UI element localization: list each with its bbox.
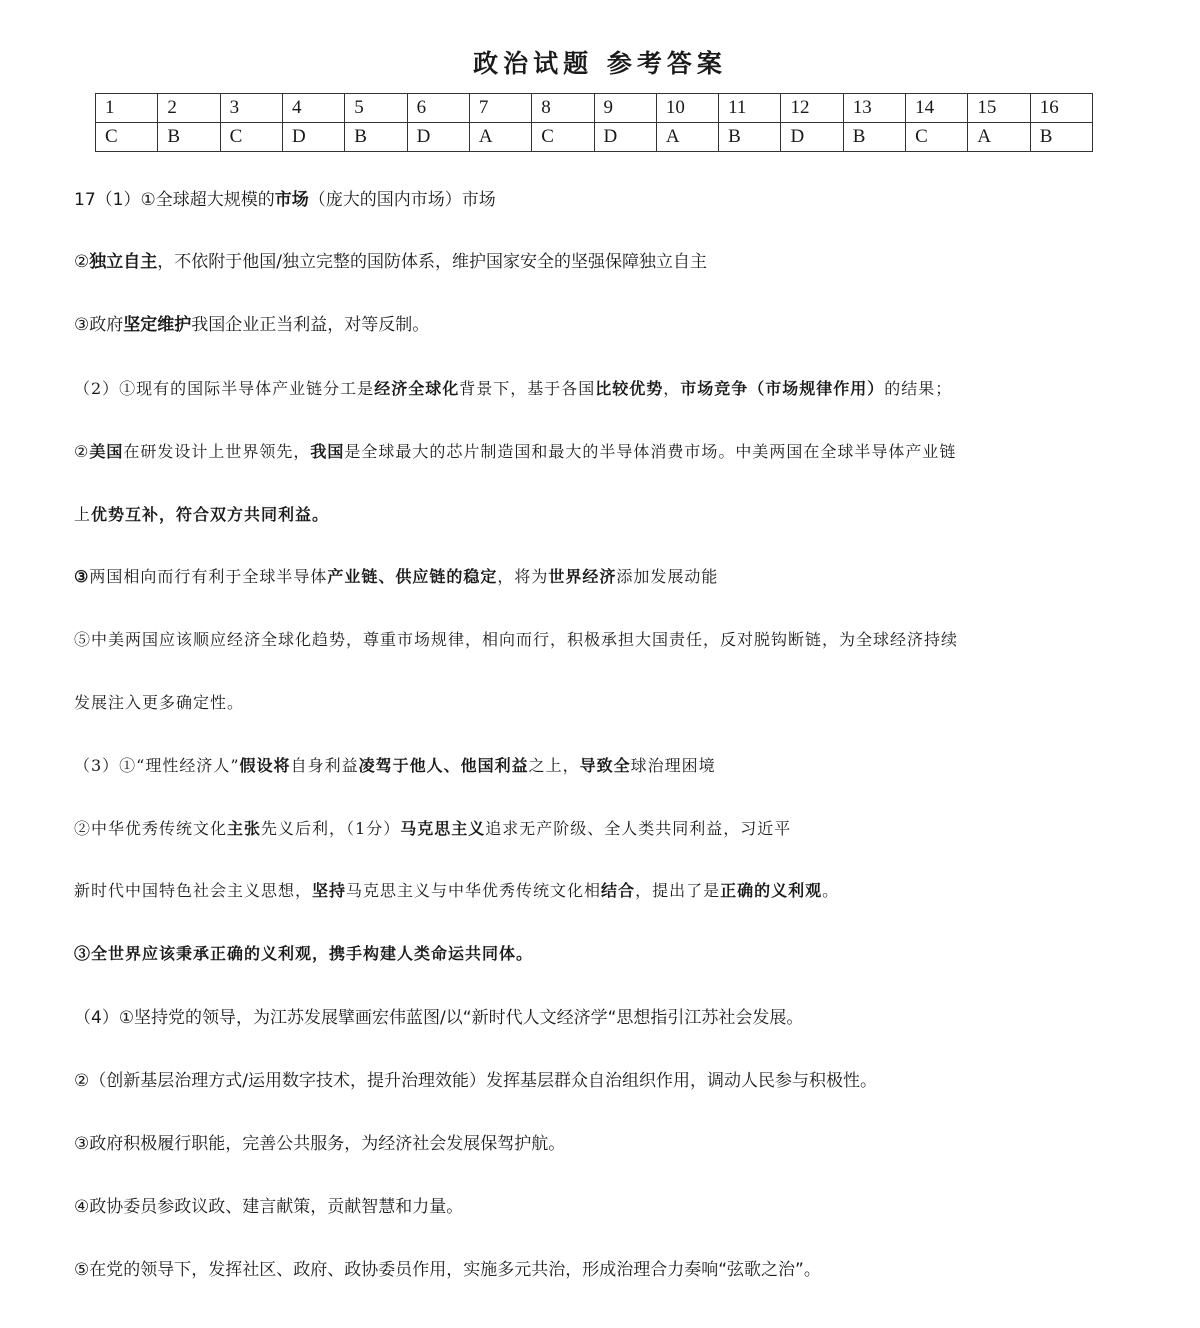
question-number-cell: 9 [594,94,656,123]
answer-text: ，不依附于他国/独立完整的国防体系，维护国家安全的坚强保障独立自主 [157,252,707,272]
answer-line [74,817,1134,841]
question-number-cell: 5 [345,94,407,123]
answer-text: （庞大的国内市场）市场 [308,190,496,210]
answer-text: ③政府积极履行职能，完善公共服务，为经济社会发展保驾护航。 [74,1134,566,1154]
answer-line [74,250,1134,274]
answer-cell: B [345,123,407,152]
answer-keyword: 坚定维护 [123,315,192,335]
answer-text: 自身利益 [290,756,359,775]
answer-text: 我国企业正当利益，对等反制。 [191,315,430,335]
question-number-cell: 6 [407,94,469,123]
answer-text: ， [663,379,681,398]
answer-cell: B [1030,123,1092,152]
answer-text: （4）①坚持党的领导，为江苏发展擘画宏伟蓝图/以“新时代人文经济学“思想指引江苏社会发展。 [74,1008,804,1028]
answer-text: ②中华优秀传统文化 [74,819,228,838]
answer-line [74,565,1134,589]
answer-line [74,628,1134,652]
answer-text: ⑤在党的领导下，发挥社区、政府、政协委员作用，实施多元共治，形成治理合力奏响“弦歌之治”。 [74,1260,821,1280]
answer-keyword: ③ [74,567,90,586]
answer-keyword: 假设将 [239,756,291,775]
answer-text: 新时代中国特色社会主义思想， [74,881,313,900]
answer-text: 之上， [528,756,580,775]
question-number-row [96,94,1093,123]
answer-text: 在研发设计上世界领先， [123,442,311,461]
answer-text: 先义后利，（1分） [261,819,401,838]
answer-text: 追求无产阶级、全人类共同利益，习近平 [485,819,792,838]
answer-keyword: 美国 [89,442,124,461]
answer-text: ⑤中美两国应该顺应经济全球化趋势，尊重市场规律，相向而行，积极承担大国责任，反对脱钩断链，为全球经济持续 [74,630,959,649]
answer-text: 两国相向而行有利于全球半导体 [89,567,328,586]
answer-line [74,1258,1134,1282]
answer-line [74,313,1134,337]
answer-line [74,377,1134,401]
question-number-cell: 15 [968,94,1030,123]
answer-cell: D [781,123,843,152]
answer-text: ②（创新基层治理方式/运用数字技术，提升治理效能）发挥基层群众自治组织作用，调动人民参与积极性。 [74,1071,877,1091]
answer-line [74,879,1134,903]
answer-cell: C [220,123,282,152]
answer-keyword: 市场 [274,190,309,210]
answer-cell: C [96,123,158,152]
answer-keyword: 导致全 [579,756,631,775]
answer-cell: B [843,123,905,152]
question-number-cell: 2 [158,94,220,123]
answer-cell: B [158,123,220,152]
answer-keyword: 优势互补，符合双方共同利益。 [91,505,330,524]
answer-text: 是全球最大的芯片制造国和最大的半导体消费市场。中美两国在全球半导体产业链 [344,442,957,461]
answer-keyword: 主张 [227,819,262,838]
answer-text: 发展注入更多确定性。 [74,693,245,712]
answer-cell: C [906,123,968,152]
question-number-cell: 8 [532,94,594,123]
answer-line [74,1195,1134,1219]
answer-text: 添加发展动能 [616,567,719,586]
answer-keyword: ③全世界应该秉承正确的义利观，携手构建人类命运共同体。 [74,944,534,963]
answer-text: 背景下，基于各国 [459,379,596,398]
answer-cell: B [719,123,781,152]
answer-text: ，将为 [497,567,549,586]
answer-line [74,188,1134,212]
answer-text: ④政协委员参政议政、建言献策，贡献智慧和力量。 [74,1197,464,1217]
answer-cell: D [282,123,344,152]
answer-keyword: 独立自主 [89,252,158,272]
answer-keyword: 世界经济 [548,567,617,586]
answer-text: ② [74,442,90,461]
answer-text: 的结果； [884,379,953,398]
answer-text: （2）①现有的国际半导体产业链分工是 [74,379,375,398]
answer-line [74,1069,1134,1093]
question-number-cell: 3 [220,94,282,123]
answer-row [96,123,1093,152]
answer-text: 马克思主义与中华优秀传统文化相 [346,881,602,900]
question-number-cell: 14 [906,94,968,123]
answer-keyword: 产业链、供应链的稳定 [327,567,498,586]
answer-text: 17（1）①全球超大规模的 [74,190,275,210]
question-number-cell: 11 [719,94,781,123]
answer-keyword: 经济全球化 [374,379,460,398]
question-number-cell: 10 [656,94,718,123]
answer-keyword: 结合 [601,881,636,900]
answer-text: ② [74,252,90,272]
answer-line [74,691,1134,715]
answer-keyword: 马克思主义 [400,819,486,838]
question-number-cell: 13 [843,94,905,123]
answer-cell: D [407,123,469,152]
answer-keyword: 坚持 [312,881,347,900]
answer-table [95,93,1093,152]
question-number-cell: 12 [781,94,843,123]
answer-cell: D [594,123,656,152]
question-number-cell: 4 [282,94,344,123]
answer-keyword: 市场竞争（市场规律作用） [680,379,885,398]
answer-keyword: 比较优势 [595,379,664,398]
answer-cell: A [968,123,1030,152]
answer-line [74,503,1134,527]
answer-text: （3）①“理性经济人” [74,756,240,775]
answer-keyword: 凌驾于他人、他国利益 [358,756,529,775]
answer-keyword: 正确的义利观 [720,881,823,900]
question-number-cell: 7 [469,94,531,123]
answer-cell: A [656,123,718,152]
answer-text: 。 [822,881,840,900]
answer-text: ，提出了是 [635,881,721,900]
answer-line [74,942,1134,966]
question-number-cell: 1 [96,94,158,123]
answer-text: 上 [74,505,92,524]
answer-line [74,754,1134,778]
answer-line [74,1006,1134,1030]
answer-line [74,1132,1134,1156]
answer-keyword: 我国 [310,442,345,461]
question-number-cell: 16 [1030,94,1092,123]
answer-cell: C [532,123,594,152]
answer-line [74,440,1134,464]
page-title: 政治试题 参考答案 [473,49,727,78]
answer-text: ③政府 [74,315,124,335]
answer-cell: A [469,123,531,152]
answer-text: 球治理困境 [630,756,716,775]
